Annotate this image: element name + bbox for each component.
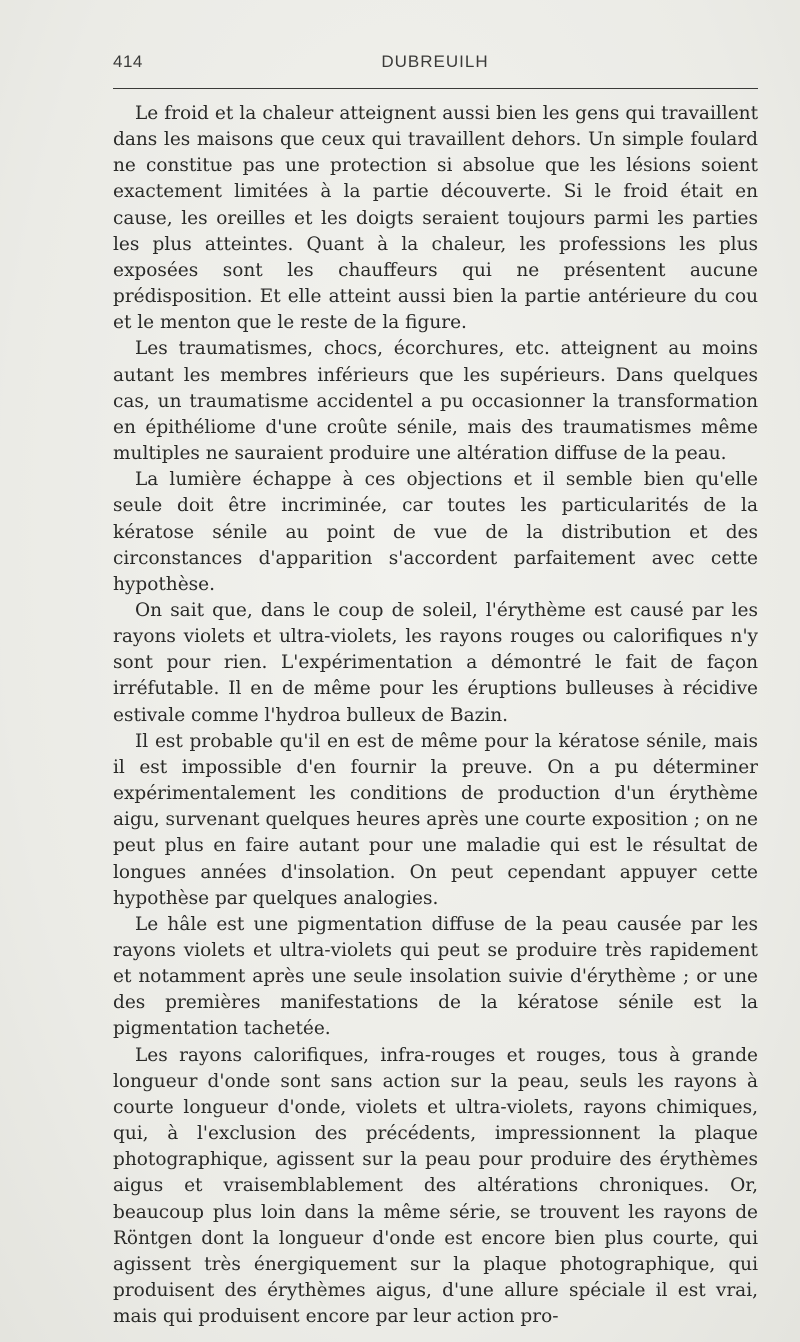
paragraph: Le froid et la chaleur atteignent aussi bien les gens qui travaillent dans les maisons que ceux qui travaillent dehors. Un simple foulard ne constitue pas une protection si absolue que les lésions soient exactement limitées à la partie découverte. Si le froid était en cause, les oreilles et les doigts seraient toujours parmi les parties les plus atteintes. Quant à la chaleur, les professions les plus exposées sont les chauffeurs qui ne présentent aucune prédisposition. Et elle atteint aussi bien la partie antérieure du cou et le menton que le reste de la figure. [113, 103, 758, 334]
paragraph: Les traumatismes, chocs, écorchures, etc. atteignent au moins autant les membres inférieurs que les supérieurs. Dans quelques cas, un traumatisme accidentel a pu occasionner la transformation en épithéliome d'une croûte sénile, mais des traumatismes même multiples ne sauraient produire une altération diffuse de la peau. [113, 338, 758, 465]
body-text [113, 101, 758, 1330]
paragraph: On sait que, dans le coup de soleil, l'érythème est causé par les rayons violets et ultra-violets, les rayons rouges ou calorifiques n'y sont pour rien. L'expérimentation a démontré le fait de façon irréfutable. Il en de même pour les éruptions bulleuses à récidive estivale comme l'hydroa bulleux de Bazin. [113, 599, 758, 726]
paragraph: Il est probable qu'il en est de même pour la kératose sénile, mais il est impossible d'en fournir la preuve. On a pu déterminer expérimentalement les conditions de production d'un érythème aigu, survenant quelques heures après une courte exposition ; on ne peut plus en faire autant pour une maladie qui est le résultat de longues années d'insolation. On peut cependant appuyer cette hypothèse par quelques analogies. [113, 730, 758, 909]
paragraph: Le hâle est une pigmentation diffuse de la peau causée par les rayons violets et ultra-violets qui peut se produire très rapidement et notamment après une seule insolation suivie d'érythème ; or une des premières manifestations de la kératose sénile est la pigmentation tachetée. [113, 913, 758, 1040]
paragraph: Les rayons calorifiques, infra-rouges et rouges, tous à grande longueur d'onde sont sans action sur la peau, seuls les rayons à courte longueur d'onde, violets et ultra-violets, rayons chimiques, qui, à l'exclusion des précédents, impressionnent la plaque photographique, agissent sur la peau pour produire des érythèmes aigus et vraisemblablement des altérations chroniques. Or, beaucoup plus loin dans la même série, se trouvent les rayons de Röntgen dont la longueur d'onde est encore bien plus courte, qui agissent très énergiquement sur la plaque photographique, qui produisent des érythèmes aigus, d'une allure spéciale il est vrai, mais qui produisent encore par leur action pro- [113, 1044, 758, 1328]
header-rule [113, 88, 758, 89]
page-number: 414 [113, 52, 143, 71]
running-title: DUBREUILH [381, 52, 489, 71]
paragraph: La lumière échappe à ces objections et il semble bien qu'elle seule doit être incriminée, car toutes les particularités de la kératose sénile au point de vue de la distribution et des circonstances d'apparition s'accordent parfaitement avec cette hypothèse. [113, 469, 758, 595]
running-head [113, 52, 757, 82]
